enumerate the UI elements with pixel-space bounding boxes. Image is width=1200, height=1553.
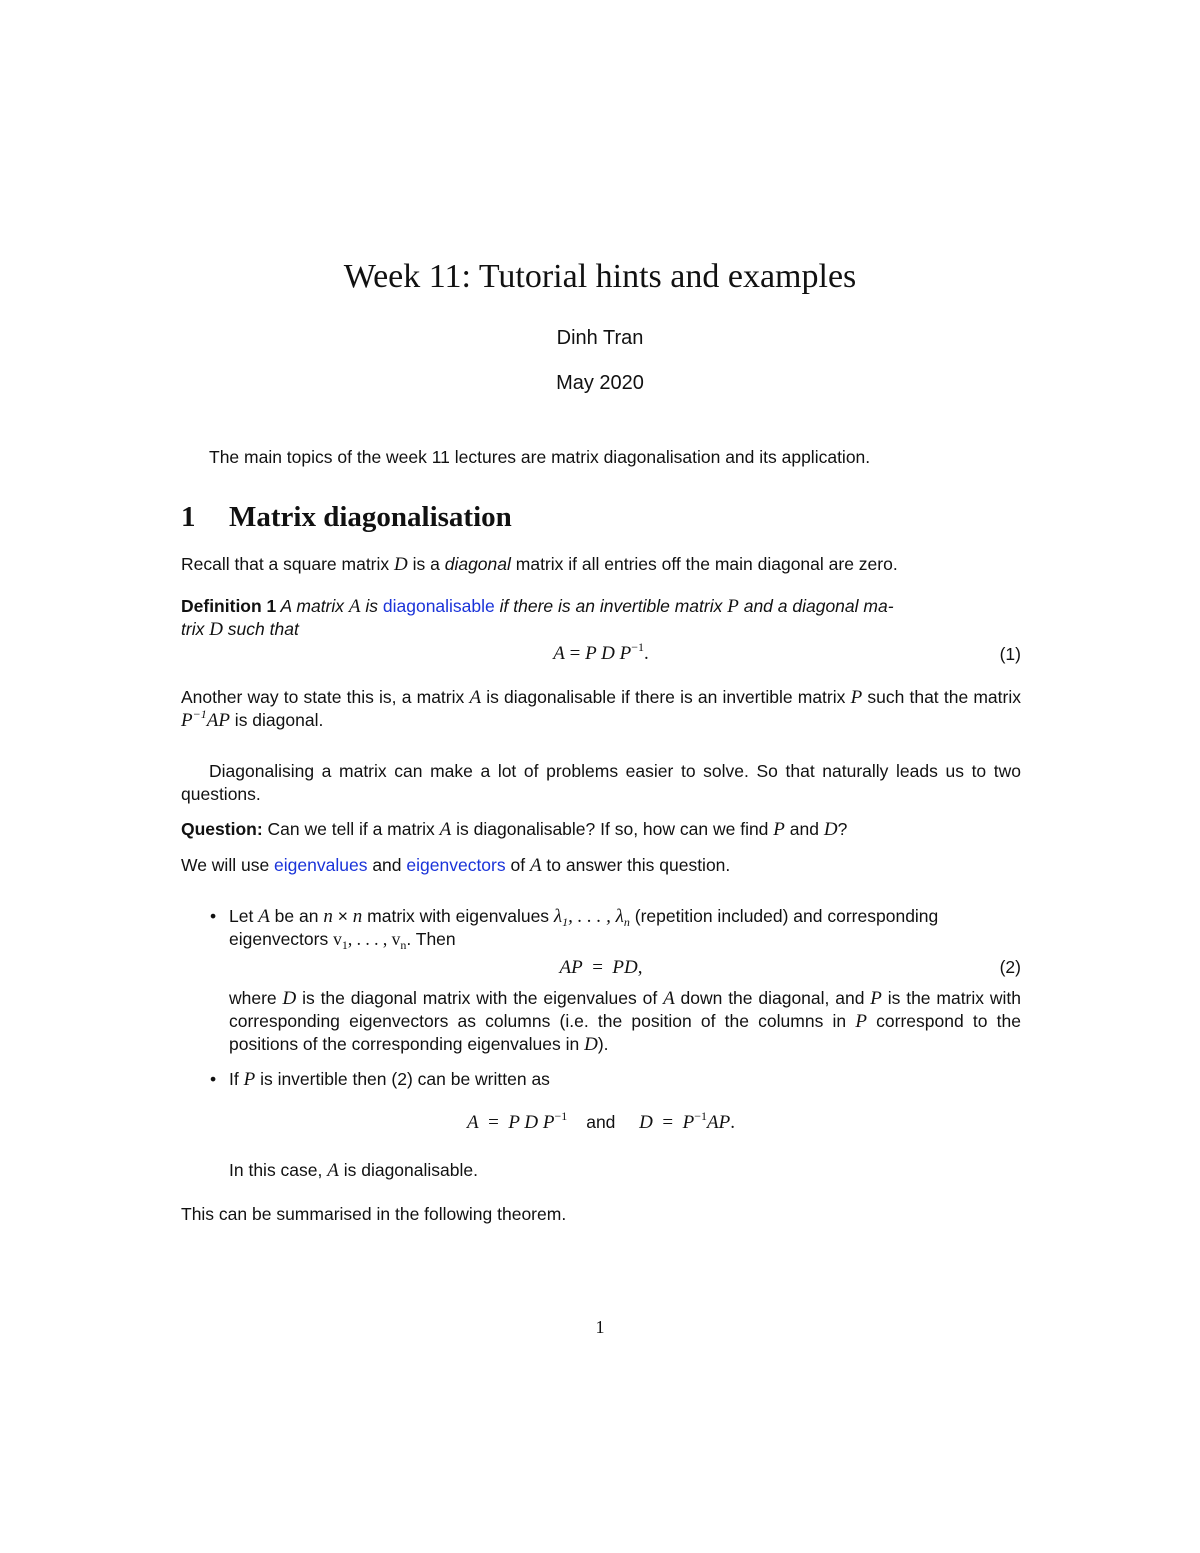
summary-paragraph: This can be summarised in the following theorem. — [181, 1204, 567, 1224]
paragraph-text: If — [229, 1069, 244, 1089]
diagonalising-paragraph: Diagonalising a matrix can make a lot of problems easier to solve. So that naturally leads us to two questions. — [181, 761, 1021, 804]
section-heading — [181, 498, 512, 536]
document-date: May 2020 — [556, 372, 644, 394]
diagonalisable-link[interactable]: diagonalisable — [382, 596, 495, 616]
math-expr: n — [323, 906, 333, 927]
paragraph-text: is the matrix with corresponding eigenvectors as columns (i.e. the position of the columns in — [229, 988, 1021, 1031]
page-number: 1 — [595, 1317, 605, 1337]
math-var: A — [258, 906, 270, 927]
recall-text: is a — [407, 554, 445, 574]
equation-3-body: A = P D $P^{-1}$ and $D = P^{-1}AP$. — [467, 1109, 735, 1133]
math-var: P — [727, 596, 739, 617]
paragraph-text: be an — [269, 906, 324, 926]
bullet-2-case — [229, 1159, 1021, 1182]
definition-text: is — [360, 596, 383, 616]
intro-paragraph: The main topics of the week 11 lectures are matrix diagonalisation and its application. — [209, 447, 871, 467]
bullet-1-where — [229, 987, 1021, 1056]
definition-text: such that — [222, 619, 299, 639]
emphasis: diagonal — [444, 554, 511, 574]
paragraph-text: In this case, — [229, 1160, 328, 1180]
math-var: A — [663, 988, 675, 1009]
eigenvalues-link[interactable]: eigenvalues — [274, 855, 368, 875]
paragraph-text: ? — [837, 819, 848, 839]
math-var: n — [352, 906, 363, 927]
math-expr: $\lambda_1$, . . . , $\lambda_n$ — [553, 906, 630, 929]
paragraph-text: and — [367, 855, 407, 875]
math-var: P — [855, 1011, 867, 1032]
equation-1-body: A = P D $P^{-1}$. — [553, 640, 649, 664]
paragraph-text: correspond to the positions of the corresponding eigenvalues in — [229, 1011, 1021, 1054]
math-var: P — [870, 988, 882, 1009]
paragraph-text: where — [229, 988, 283, 1008]
equation-2-tag: (2) — [999, 957, 1021, 977]
math-expr: $P^{-1}AP$ — [181, 707, 230, 731]
definition-text: if there is an invertible matrix — [494, 596, 728, 616]
math-var: D — [584, 1034, 598, 1055]
paragraph-text: Another way to state this is, a matrix — [181, 687, 470, 707]
equation-2 — [229, 951, 1021, 985]
document-author: Dinh Tran — [556, 327, 644, 349]
math-expr: $v_1$, . . . , $v_n$ — [333, 929, 407, 952]
bullet-icon: • — [210, 1069, 217, 1089]
another-way-paragraph — [181, 686, 1021, 732]
paragraph-text: (repetition included) and corresponding eigenvectors — [229, 906, 939, 949]
equation-3 — [229, 1091, 1021, 1153]
question-paragraph — [181, 818, 1021, 841]
math-var: A — [348, 596, 361, 617]
equation-2-body: AP = PD, — [559, 957, 643, 978]
paragraph-text: is diagonal. — [229, 710, 324, 730]
definition-text: A matrix — [276, 596, 349, 616]
paragraph-text: Can we tell if a matrix — [262, 819, 440, 839]
eigen-paragraph — [181, 854, 1021, 877]
paragraph-text: and — [784, 819, 824, 839]
eigenvectors-link[interactable]: eigenvectors — [406, 855, 506, 875]
paragraph-text: is invertible then (2) can be written as — [255, 1069, 550, 1089]
paragraph-text: such that the matrix — [862, 687, 1021, 707]
recall-paragraph — [181, 553, 1021, 576]
math-var: P — [773, 819, 785, 840]
math-var: A — [327, 1160, 339, 1181]
math-var: P — [850, 687, 863, 708]
math-var: A — [439, 819, 452, 840]
bullet-item-2 — [181, 1068, 1021, 1182]
and-word: and — [586, 1112, 616, 1132]
math-var: A — [469, 687, 482, 708]
equation-1-tag: (1) — [999, 644, 1021, 664]
paragraph-text: to answer this question. — [541, 855, 731, 875]
paragraph-text: of — [505, 855, 530, 875]
math-var: P — [243, 1069, 256, 1090]
recall-text: Recall that a square matrix — [181, 554, 395, 574]
document-title: Week 11: Tutorial hints and examples — [343, 258, 857, 295]
math-var: A — [529, 855, 542, 876]
bullet-icon: • — [210, 906, 217, 926]
paragraph-text: is diagonalisable? If so, how can we find — [451, 819, 774, 839]
math-var: D — [823, 819, 838, 840]
bullet-item-1: • Let A be an n × n matrix with eigenvalues $\lambda_1$, . . . , $\lambda_n$ (repetition included) and corresponding eigenvectors $v_1$, . . . , $v_n$. Then AP = PD, (2) where D is the diagonal matrix with the eigenvalues of A down the diagonal, and P is the matrix with corresponding eigenvectors as columns (i.e. the position of the columns in P correspond to the positions of the corresponding eigenvalues in D). — [181, 905, 1021, 1056]
paragraph-text: ). — [597, 1034, 609, 1054]
definition-text: trix — [181, 619, 210, 639]
bullet-list — [181, 905, 1021, 1182]
paragraph-text: is diagonalisable. — [338, 1160, 478, 1180]
paragraph-text: is the diagonal matrix with the eigenvalues of — [296, 988, 664, 1008]
paragraph-text: Let — [229, 906, 259, 926]
definition-label: Definition 1 — [181, 596, 277, 616]
definition-text: and a diagonal ma- — [738, 596, 894, 616]
recall-text: matrix if all entries off the main diagonal are zero. — [510, 554, 898, 574]
paragraph-text: down the diagonal, and — [674, 988, 871, 1008]
section-title: Matrix diagonalisation — [229, 501, 512, 533]
paragraph-text: is diagonalisable if there is an invertible matrix — [481, 687, 851, 707]
math-var: D — [394, 554, 408, 575]
math-var: D — [209, 619, 223, 640]
definition-block — [181, 595, 1021, 641]
paragraph-text: . Then — [406, 929, 456, 949]
paragraph-text: We will use — [181, 855, 275, 875]
paragraph-text: matrix with eigenvalues — [362, 906, 554, 926]
math-var: D — [282, 988, 297, 1009]
question-label: Question: — [181, 819, 263, 839]
section-number: 1 — [181, 501, 196, 533]
